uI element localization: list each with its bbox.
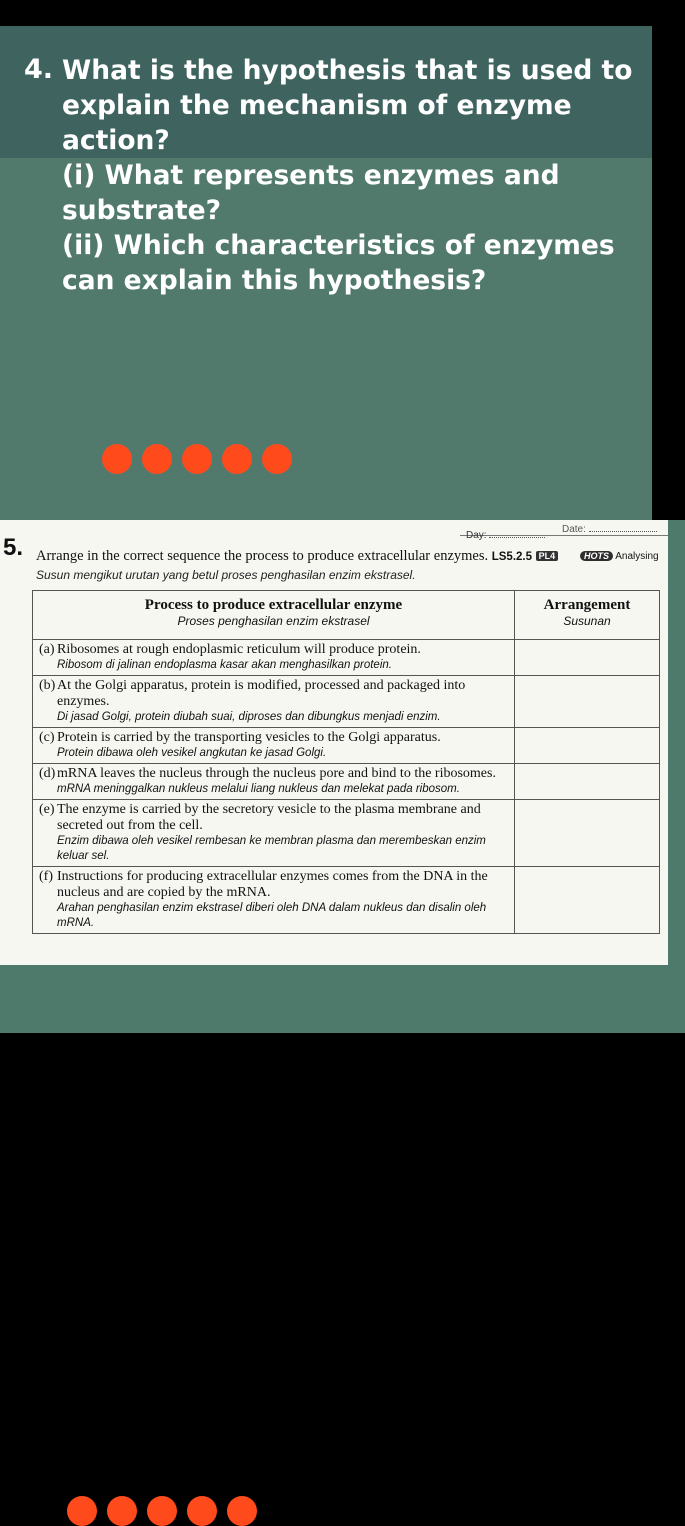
hots-label: Analysing bbox=[615, 551, 659, 562]
row-text-en: Ribosomes at rough endoplasmic reticulum will produce protein. bbox=[57, 642, 421, 657]
progress-dots-bottom bbox=[67, 1496, 257, 1526]
table-row bbox=[33, 728, 660, 764]
hots-badge: HOTS bbox=[580, 551, 613, 561]
process-cell bbox=[33, 800, 515, 867]
process-cell bbox=[33, 728, 515, 764]
question-line: can explain this hypothesis? bbox=[62, 265, 487, 296]
question-line: (i) What represents enzymes and bbox=[62, 160, 560, 191]
pl-badge: PL4 bbox=[536, 551, 559, 561]
instruction-text: Arrange in the correct sequence the process to produce extracellular enzymes. bbox=[36, 548, 489, 564]
arrangement-cell[interactable] bbox=[515, 676, 660, 728]
progress-dots-top bbox=[102, 444, 292, 474]
process-table bbox=[32, 590, 660, 934]
process-header bbox=[33, 591, 515, 640]
row-text-ms: Arahan penghasilan enzim ekstrasel diberi oleh DNA dalam nukleus dan disalin oleh mRNA. bbox=[57, 902, 487, 929]
question-number: 5. bbox=[3, 534, 24, 561]
slide-dot[interactable] bbox=[262, 444, 292, 474]
question-line: action? bbox=[62, 125, 170, 156]
date-label: Date: bbox=[562, 524, 586, 535]
question-line: What is the hypothesis that is used to bbox=[62, 55, 633, 86]
arrangement-cell[interactable] bbox=[515, 800, 660, 867]
process-cell bbox=[33, 676, 515, 728]
slide-dot[interactable] bbox=[227, 1496, 257, 1526]
standard-code: LS5.2.5 bbox=[491, 551, 533, 563]
slide-dot[interactable] bbox=[222, 444, 252, 474]
arrangement-cell[interactable] bbox=[515, 640, 660, 676]
row-text-ms: mRNA meninggalkan nukleus melalui liang nukleus dan melekat pada ribosom. bbox=[57, 783, 460, 795]
arrangement-cell[interactable] bbox=[515, 764, 660, 800]
worksheet-slide bbox=[0, 520, 685, 1033]
table-header-row bbox=[33, 591, 660, 640]
question-slide bbox=[0, 26, 652, 520]
row-text-ms: Ribosom di jalinan endoplasma kasar akan menghasilkan protein. bbox=[57, 659, 392, 671]
row-text-ms: Enzim dibawa oleh vesikel rembesan ke membran plasma dan merembeskan enzim keluar sel. bbox=[57, 835, 486, 862]
arrangement-header bbox=[515, 591, 660, 640]
slide-dot[interactable] bbox=[187, 1496, 217, 1526]
day-label: Day: bbox=[466, 530, 487, 541]
table-row bbox=[33, 640, 660, 676]
arrangement-header-ms: Susunan bbox=[563, 614, 611, 628]
table-row bbox=[33, 676, 660, 728]
arrangement-header-en: Arrangement bbox=[543, 597, 631, 613]
table-row bbox=[33, 800, 660, 867]
arrangement-cell[interactable] bbox=[515, 728, 660, 764]
row-text-ms: Protein dibawa oleh vesikel angkutan ke jasad Golgi. bbox=[57, 747, 327, 759]
row-text-ms: Di jasad Golgi, protein diubah suai, diproses dan dibungkus menjadi enzim. bbox=[57, 711, 441, 723]
row-label: (c) bbox=[39, 730, 55, 745]
row-text-en: The enzyme is carried by the secretory vesicle to the plasma membrane and secreted out from the cell. bbox=[57, 802, 481, 833]
process-cell bbox=[33, 764, 515, 800]
worksheet-photo bbox=[0, 520, 668, 965]
table-row bbox=[33, 764, 660, 800]
row-label: (f) bbox=[39, 869, 53, 884]
date-field bbox=[562, 524, 657, 535]
question-text bbox=[62, 53, 637, 298]
slide-dot[interactable] bbox=[147, 1496, 177, 1526]
instruction-malay: Susun mengikut urutan yang betul proses penghasilan enzim ekstrasel. bbox=[36, 568, 416, 582]
slide-dot[interactable] bbox=[107, 1496, 137, 1526]
arrangement-cell[interactable] bbox=[515, 867, 660, 934]
question-number: 4. bbox=[24, 54, 54, 85]
table-row bbox=[33, 867, 660, 934]
slide-dot[interactable] bbox=[182, 444, 212, 474]
process-header-ms: Proses penghasilan enzim ekstrasel bbox=[177, 614, 370, 628]
question-line: (ii) Which characteristics of enzymes bbox=[62, 230, 615, 261]
instruction-english bbox=[36, 548, 558, 565]
question-line: substrate? bbox=[62, 195, 222, 226]
row-label: (e) bbox=[39, 802, 55, 817]
slide-dot[interactable] bbox=[67, 1496, 97, 1526]
hots-tag bbox=[580, 551, 659, 562]
row-label: (b) bbox=[39, 678, 56, 693]
process-header-en: Process to produce extracellular enzyme bbox=[144, 597, 403, 613]
row-label: (d) bbox=[39, 766, 56, 781]
edge-strip bbox=[652, 0, 685, 520]
row-text-en: Protein is carried by the transporting vesicles to the Golgi apparatus. bbox=[57, 730, 441, 745]
row-label: (a) bbox=[39, 642, 55, 657]
question-line: explain the mechanism of enzyme bbox=[62, 90, 572, 121]
slide-dot[interactable] bbox=[102, 444, 132, 474]
process-cell bbox=[33, 640, 515, 676]
row-text-en: mRNA leaves the nucleus through the nucleus pore and bind to the ribosomes. bbox=[57, 766, 496, 781]
process-cell bbox=[33, 867, 515, 934]
row-text-en: At the Golgi apparatus, protein is modified, processed and packaged into enzymes. bbox=[57, 678, 466, 709]
day-field bbox=[466, 530, 545, 541]
slide-dot[interactable] bbox=[142, 444, 172, 474]
row-text-en: Instructions for producing extracellular enzymes comes from the DNA in the nucleus and are copied by the mRNA. bbox=[57, 869, 488, 900]
